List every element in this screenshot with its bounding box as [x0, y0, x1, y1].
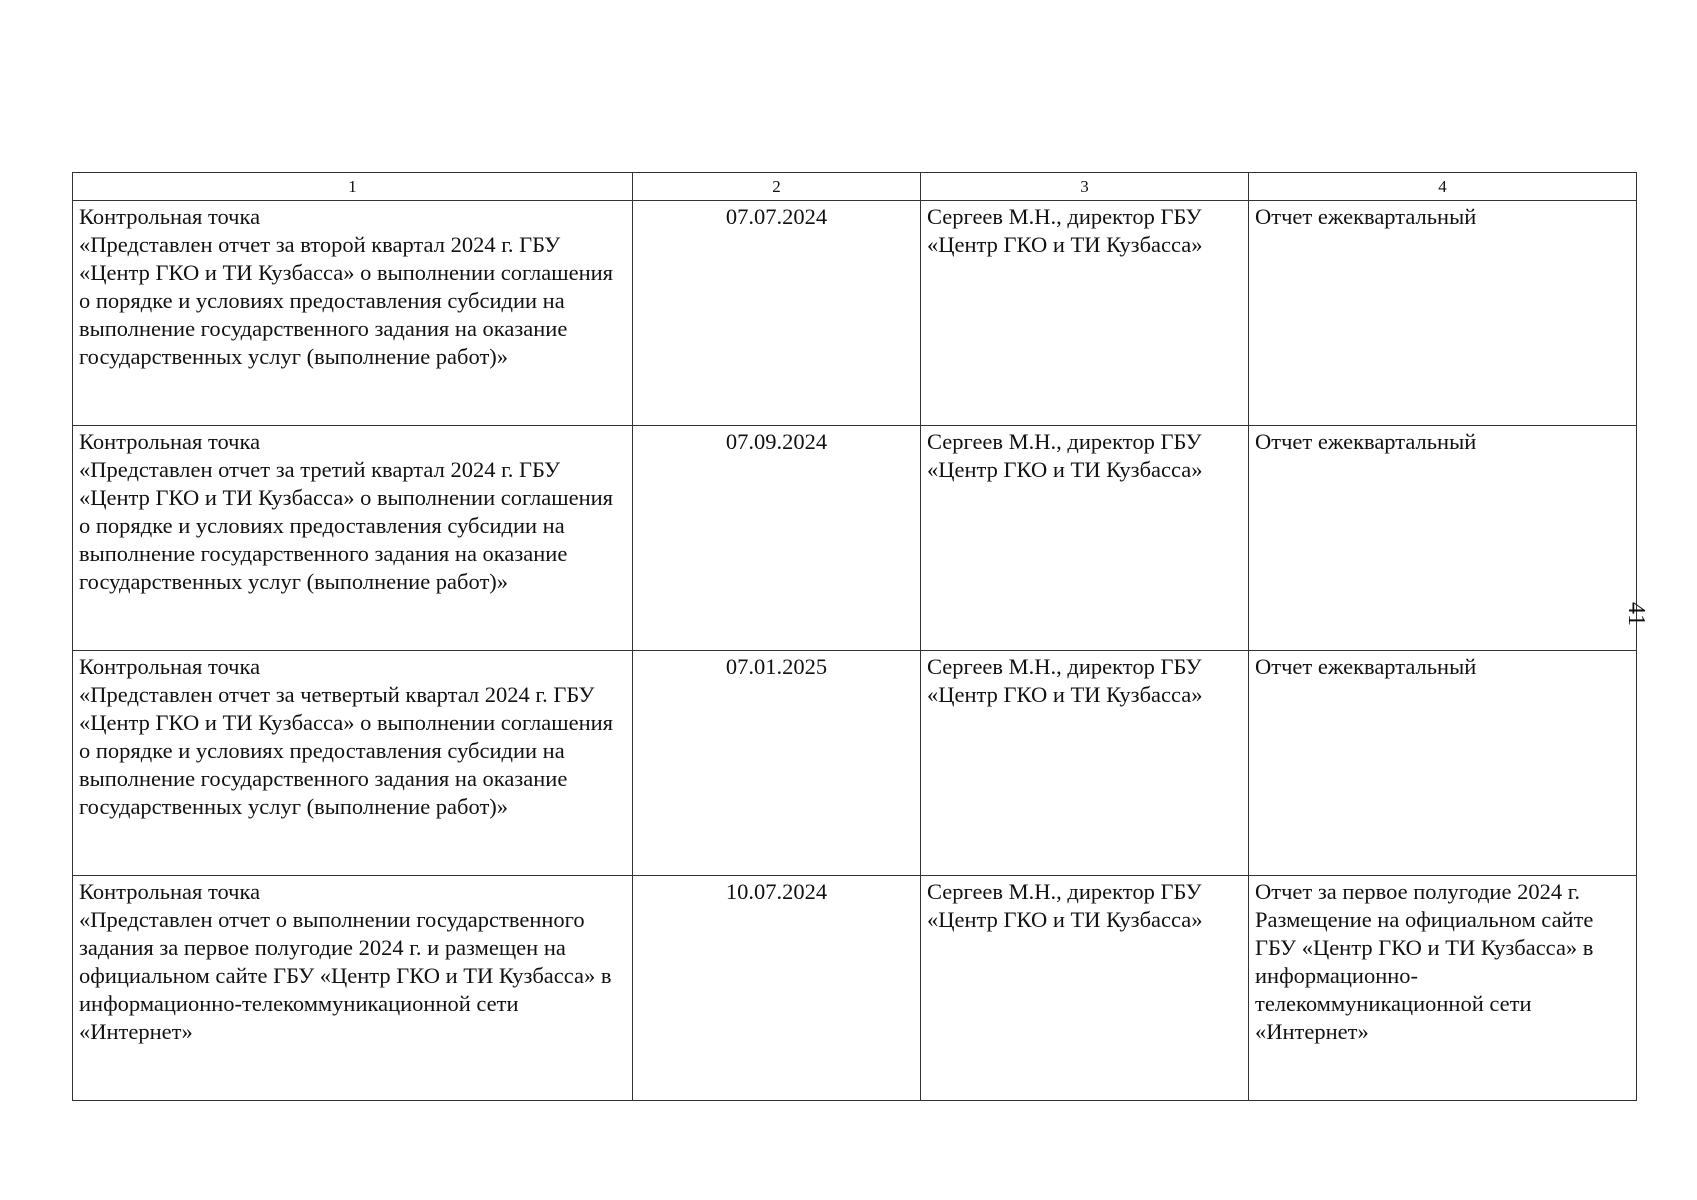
responsible-text: Сергеев М.Н., директор ГБУ «Центр ГКО и ТИ Кузбасса»	[927, 654, 1203, 707]
result-cell	[1249, 426, 1637, 651]
result-text: Отчет ежеквартальный	[1255, 204, 1477, 229]
date-cell	[633, 651, 921, 876]
date-text: 07.07.2024	[725, 204, 828, 229]
result-cell	[1249, 651, 1637, 876]
date-text: 07.09.2024	[725, 429, 828, 454]
result-cell	[1249, 876, 1637, 1101]
column-header-3: 3	[921, 173, 1249, 201]
responsible-cell	[921, 651, 1249, 876]
responsible-cell	[921, 426, 1249, 651]
control-points-table	[72, 172, 1637, 1101]
table-row	[73, 876, 1637, 1101]
description-text: Контрольная точка «Представлен отчет за четвертый квартал 2024 г. ГБУ «Центр ГКО и ТИ Кузбасса» о выполнении соглашения о порядке и условиях предоставления субсидии на выполнение государственного задания на оказание государственных услуг (выполнение работ)»	[79, 654, 614, 819]
responsible-cell	[921, 201, 1249, 426]
description-cell	[73, 426, 633, 651]
result-text: Отчет ежеквартальный	[1255, 429, 1477, 454]
page-number: 41	[1623, 602, 1649, 626]
result-cell	[1249, 201, 1637, 426]
description-cell	[73, 876, 633, 1101]
date-cell	[633, 876, 921, 1101]
responsible-text: Сергеев М.Н., директор ГБУ «Центр ГКО и ТИ Кузбасса»	[927, 429, 1203, 482]
table-row	[73, 651, 1637, 876]
table-header-row	[73, 173, 1637, 201]
description-text: Контрольная точка «Представлен отчет за третий квартал 2024 г. ГБУ «Центр ГКО и ТИ Кузбасса» о выполнении соглашения о порядке и условиях предоставления субсидии на выполнение государственного задания на оказание государственных услуг (выполнение работ)»	[79, 429, 614, 594]
responsible-cell	[921, 876, 1249, 1101]
responsible-text: Сергеев М.Н., директор ГБУ «Центр ГКО и ТИ Кузбасса»	[927, 204, 1203, 257]
column-header-2: 2	[633, 173, 921, 201]
result-text: Отчет ежеквартальный	[1255, 654, 1477, 679]
column-header-1: 1	[73, 173, 633, 201]
responsible-text: Сергеев М.Н., директор ГБУ «Центр ГКО и ТИ Кузбасса»	[927, 879, 1203, 932]
description-cell	[73, 651, 633, 876]
table-row	[73, 201, 1637, 426]
description-text: Контрольная точка «Представлен отчет за второй квартал 2024 г. ГБУ «Центр ГКО и ТИ Кузбасса» о выполнении соглашения о порядке и условиях предоставления субсидии на выполнение государственного задания на оказание государственных услуг (выполнение работ)»	[79, 204, 614, 369]
description-text: Контрольная точка «Представлен отчет о выполнении государственного задания за первое полугодие 2024 г. и размещен на официальном сайте ГБУ «Центр ГКО и ТИ Кузбасса» в информационно-телекоммуникационной сети «Интернет»	[79, 879, 612, 1044]
description-cell	[73, 201, 633, 426]
table-row	[73, 426, 1637, 651]
column-header-4: 4	[1249, 173, 1637, 201]
date-text: 10.07.2024	[725, 879, 828, 904]
date-cell	[633, 426, 921, 651]
result-text: Отчет за первое полугодие 2024 г. Размещение на официальном сайте ГБУ «Центр ГКО и ТИ Кузбасса» в информационно-телекоммуникационной сети «Интернет»	[1255, 879, 1594, 1044]
date-text: 07.01.2025	[725, 654, 828, 679]
date-cell	[633, 201, 921, 426]
